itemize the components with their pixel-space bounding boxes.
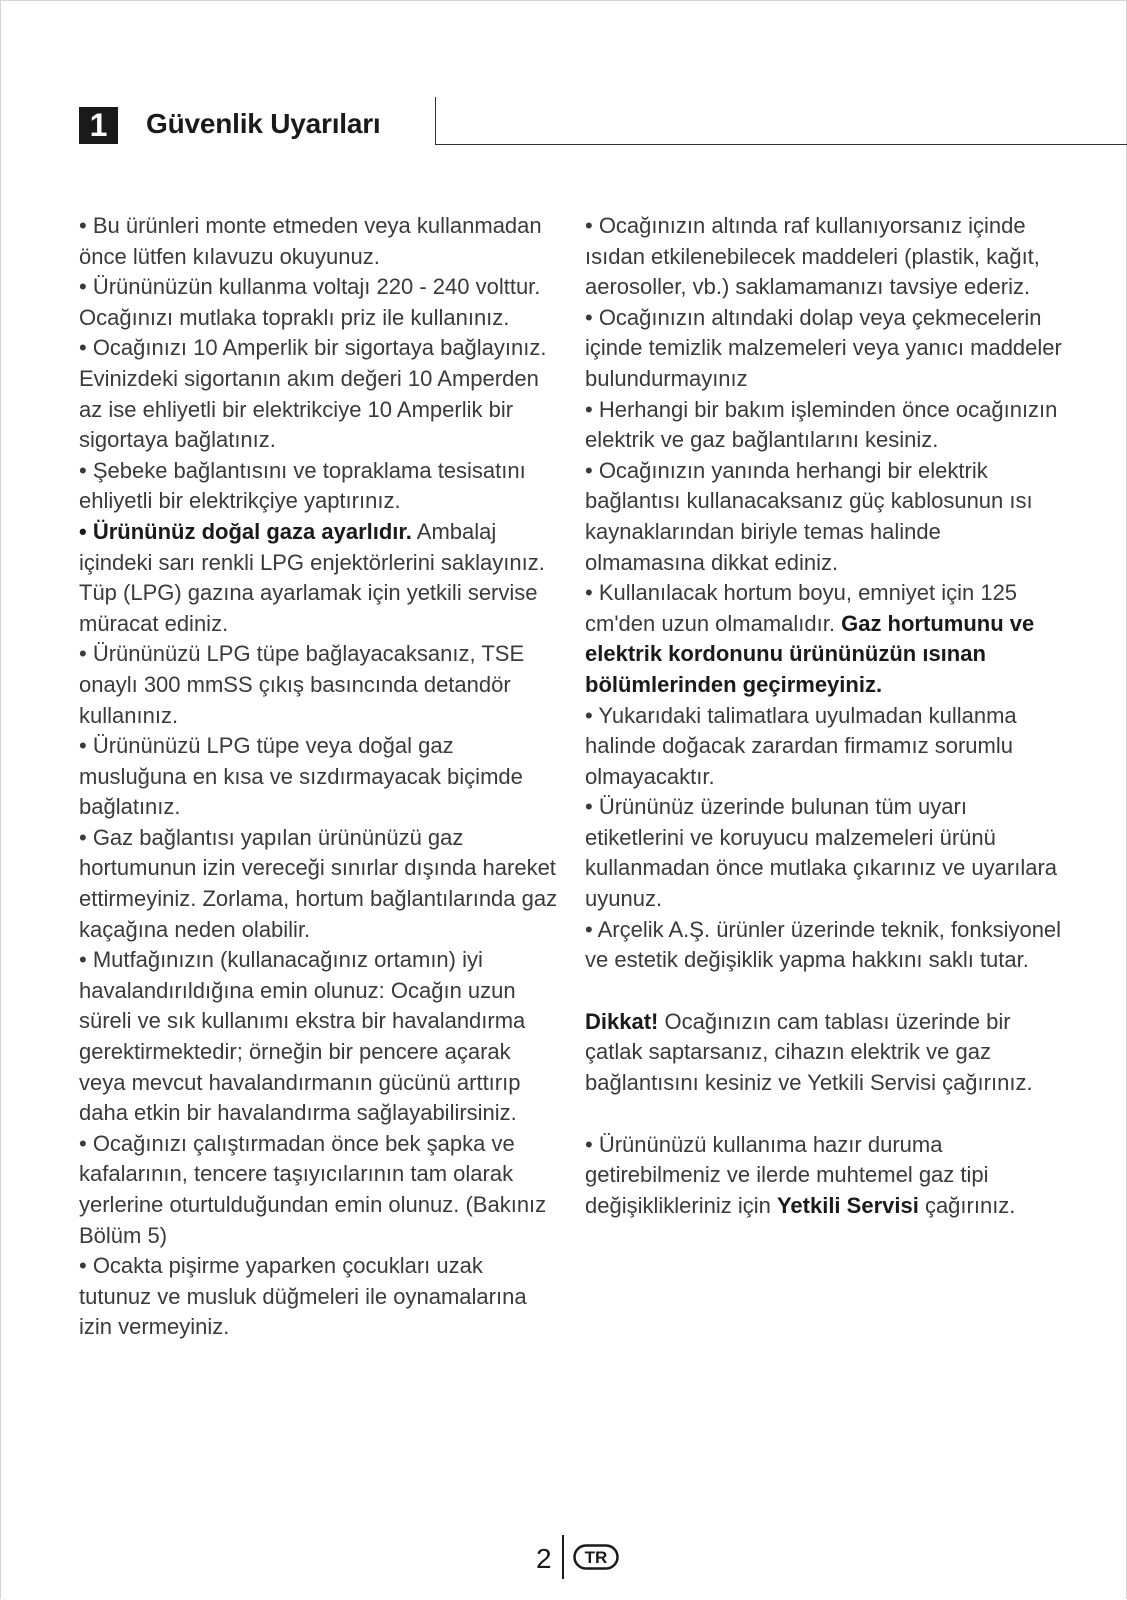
emphasis-text: Dikkat!	[585, 1008, 659, 1034]
paragraph-text: • Yukarıdaki talimatlara uyulmadan kullanma halinde doğacak zarardan firmamız sorumlu olmayacaktır.	[585, 702, 1017, 789]
language-badge-icon	[573, 1544, 619, 1570]
paragraph-text: • Gaz bağlantısı yapılan ürününüzü gaz hortumunun izin vereceği sınırlar dışında hareket ettirmeyiniz. Zorlama, hortum bağlantılarında gaz kaçağına neden olabilir.	[79, 824, 558, 942]
paragraph-text: Ambalaj içindeki sarı renkli LPG enjektörlerini saklayınız. Tüp (LPG) gazına ayarlamak için yetkili servise müracat ediniz.	[79, 518, 545, 636]
paragraph-text: • Ocakta pişirme yaparken çocukları uzak tutunuz ve musluk düğmeleri ile oynamalarına izin vermeyiniz.	[79, 1253, 527, 1340]
safety-paragraph	[79, 731, 561, 823]
header-divider-horizontal	[435, 144, 1127, 145]
safety-paragraph	[79, 456, 561, 517]
language-code: TR	[584, 1548, 608, 1567]
safety-paragraph	[585, 701, 1063, 793]
safety-paragraph	[79, 945, 561, 1129]
safety-paragraph	[79, 517, 561, 639]
paragraph-text: • Ürününüzü LPG tüpe bağlayacaksanız, TSE onaylı 300 mmSS çıkış basıncında detandör kullanınız.	[79, 641, 525, 728]
chapter-number-badge: 1	[79, 107, 118, 144]
paragraph-text: • Ürününüz üzerinde bulunan tüm uyarı etiketlerini ve koruyucu malzemeleri ürünü kullanmadan önce mutlaka çıkarınız ve uyarılara uyunuz.	[585, 794, 1058, 912]
paragraph-text: Ocağınızın cam tablası üzerinde bir çatlak saptarsanız, cihazın elektrik ve gaz bağlantısını kesiniz ve Yetkili Servisi çağırınız.	[585, 1008, 1033, 1096]
safety-paragraph	[79, 639, 561, 731]
left-column	[79, 211, 561, 1343]
safety-paragraph	[79, 333, 561, 455]
section-header	[79, 97, 1051, 145]
paragraph-text: • Ocağınızı çalıştırmadan önce bek şapka ve kafalarının, tencere taşıyıcılarının tam olarak yerlerine oturtulduğundan emin olunuz. (Bakınız Bölüm 5)	[79, 1130, 547, 1248]
paragraph-text: • Ürününüzü LPG tüpe veya doğal gaz musluğuna en kısa ve sızdırmayacak biçimde bağlatınız.	[79, 733, 523, 820]
safety-paragraph	[79, 272, 561, 333]
emphasis-text: Gaz hortumunu ve elektrik kordonunu ürününüzün ısınan bölümlerinden geçirmeyiniz.	[585, 610, 1035, 697]
paragraph-text: • Arçelik A.Ş. ürünler üzerinde teknik, fonksiyonel ve estetik değişiklik yapma hakkını saklı tutar.	[585, 916, 1062, 973]
safety-paragraph	[585, 1130, 1063, 1222]
page-title: Güvenlik Uyarıları	[146, 108, 381, 139]
safety-paragraph	[585, 1007, 1063, 1099]
safety-paragraph	[585, 792, 1063, 914]
paragraph-text: çağırınız.	[918, 1192, 1016, 1218]
paragraph-text: • Ocağınızın yanında herhangi bir elektrik bağlantısı kullanacaksanız güç kablosunun ısı kaynaklarından biriyle temas halinde olmamasına dikkat ediniz.	[585, 457, 1033, 575]
page-footer	[536, 1535, 626, 1585]
safety-paragraph	[585, 303, 1063, 395]
safety-paragraph	[79, 211, 561, 272]
safety-paragraph	[79, 823, 561, 945]
safety-paragraph	[585, 211, 1063, 303]
safety-paragraph	[79, 1129, 561, 1251]
paragraph-gap	[585, 1099, 1063, 1130]
safety-paragraph	[585, 456, 1063, 578]
page-number: 2	[536, 1543, 552, 1574]
paragraph-text: • Şebeke bağlantısını ve topraklama tesisatını ehliyetli bir elektrikçiye yaptırınız.	[79, 457, 526, 514]
paragraph-text: • Ocağınızı 10 Amperlik bir sigortaya bağlayınız. Evinizdeki sigortanın akım değeri 10 Amperden az ise ehliyetli bir elektrikciye 10 Amperlik bir sigortaya bağlatınız.	[79, 335, 547, 453]
emphasis-text: • Ürününüz doğal gaza ayarlıdır.	[79, 518, 412, 544]
paragraph-text: • Ürününüzü kullanıma hazır duruma getirebilmeniz ve ilerde muhtemel gaz tipi değişiklikleriniz için	[585, 1131, 989, 1218]
footer-divider	[562, 1535, 564, 1579]
emphasis-text: Yetkili Servisi	[776, 1192, 919, 1218]
paragraph-text: • Ocağınızın altındaki dolap veya çekmecelerin içinde temizlik malzemeleri veya yanıcı maddeler bulundurmayınız	[585, 304, 1062, 391]
paragraph-text: • Ocağınızın altında raf kullanıyorsanız içinde ısıdan etkilenebilecek maddeleri (plastik, kağıt, aerosoller, vb.) saklamamanızı tavsiye ederiz.	[585, 213, 1040, 300]
safety-paragraph	[79, 1251, 561, 1343]
right-column	[585, 211, 1063, 1221]
paragraph-text: • Bu ürünleri monte etmeden veya kullanmadan önce lütfen kılavuzu okuyunuz.	[79, 213, 542, 269]
paragraph-text: • Ürününüzün kullanma voltajı 220 - 240 volttur. Ocağınızı mutlaka topraklı priz ile kullanınız.	[79, 274, 541, 330]
paragraph-text: • Herhangi bir bakım işleminden önce ocağınızın elektrik ve gaz bağlantılarını kesiniz.	[585, 396, 1058, 453]
safety-paragraph	[585, 578, 1063, 700]
safety-paragraph	[585, 395, 1063, 456]
header-divider-vertical	[435, 97, 436, 145]
paragraph-text: • Mutfağınızın (kullanacağınız ortamın) iyi havalandırıldığına emin olunuz: Ocağın uzun süreli ve sık kullanımı ekstra bir havalandırma gerektirmektedir; örneğin bir pencere açarak veya mevcut havalandırmanın gücünü arttırıp daha etkin bir havalandırma sağlayabilirsiniz.	[79, 947, 526, 1126]
paragraph-gap	[585, 976, 1063, 1007]
paragraph-text: • Kullanılacak hortum boyu, emniyet için 125 cm'den uzun olmamalıdır.	[585, 580, 1018, 636]
safety-paragraph	[585, 915, 1063, 976]
